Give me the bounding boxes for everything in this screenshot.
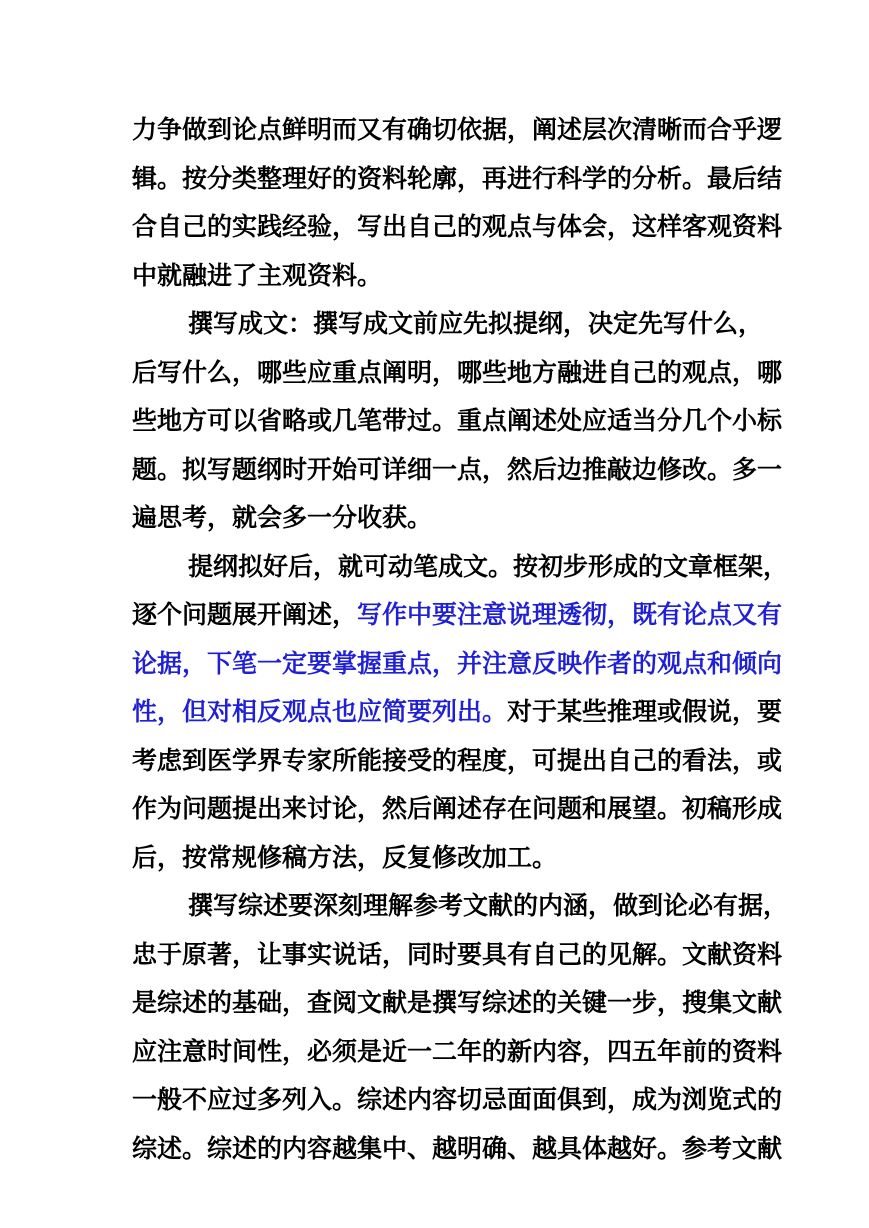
paragraph [132,543,789,883]
text-line [132,252,742,301]
text-segment: 撰写综述要深刻理解参考文献的内涵，做到论必有据， [188,891,789,920]
text-segment: 撰写成文：撰写成文前应先拟提纲，决定先写什么， [188,309,764,338]
text-line [132,543,789,592]
text-line [132,1028,783,1077]
highlighted-text-segment: 性，但对相反观点也应简要列出。 [132,697,508,726]
text-line [132,737,783,786]
text-line [132,591,783,640]
text-line [132,882,789,931]
text-line [132,494,742,543]
text-segment: 中就融进了主观资料。 [132,260,383,290]
text-line [132,203,783,252]
text-line [132,106,783,155]
text-line [132,1125,783,1174]
text-segment: 作为问题提出来讨论，然后阐述存在问题和展望。初稿形成 [132,794,783,823]
paragraph [132,300,783,543]
highlighted-text-segment: 写作中要注意说理透彻，既有论点又有 [357,600,783,629]
text-segment: 应注意时间性，必须是近一二年的新内容，四五年前的资料 [132,1036,783,1066]
text-line [132,1076,783,1125]
text-line [132,397,783,446]
text-segment: 一般不应过多列入。综述内容切忌面面俱到，成为浏览式的 [132,1085,783,1114]
text-segment: 对于某些推理或假说，要 [507,697,783,726]
text-segment: 后，按常规修稿方法，反复修改加工。 [132,842,558,872]
document-body [132,106,789,1173]
highlighted-text-segment: 论据，下笔一定要掌握重点，并注意反映作者的观点和倾向 [132,648,783,678]
paragraph [132,106,783,300]
text-segment: 遍思考，就会多一分收获。 [132,503,433,532]
text-segment: 合自己的实践经验，写出自己的观点与体会，这样客观资料 [132,212,783,241]
text-segment: 逐个问题展开阐述， [132,600,358,629]
text-segment: 忠于原著，让事实说话，同时要具有自己的见解。文献资料 [132,939,783,969]
text-line [132,834,742,883]
text-line [132,979,783,1028]
text-line [132,155,783,204]
text-segment: 提纲拟好后，就可动笔成文。按初步形成的文章框架， [188,551,789,581]
paragraph [132,882,789,1173]
text-segment: 辑。按分类整理好的资料轮廓，再进行科学的分析。最后结 [132,163,783,193]
text-segment: 力争做到论点鲜明而又有确切依据，阐述层次清晰而合乎逻 [132,115,783,144]
text-segment: 综述。综述的内容越集中、越明确、越具体越好。参考文献 [132,1133,783,1163]
text-line [132,931,783,980]
text-line [132,640,783,689]
text-line [132,785,783,834]
text-line [132,688,783,737]
text-line [132,446,783,495]
text-line [132,300,764,349]
text-segment: 后写什么，哪些应重点阐明，哪些地方融进自己的观点，哪 [132,357,783,387]
text-segment: 考虑到医学界专家所能接受的程度，可提出自己的看法，或 [132,745,783,775]
text-segment: 是综述的基础，查阅文献是撰写综述的关键一步，搜集文献 [132,988,783,1017]
text-line [132,349,783,398]
text-segment: 题。拟写题纲时开始可详细一点，然后边推敲边修改。多一 [132,454,783,484]
text-segment: 些地方可以省略或几笔带过。重点阐述处应适当分几个小标 [132,406,783,435]
